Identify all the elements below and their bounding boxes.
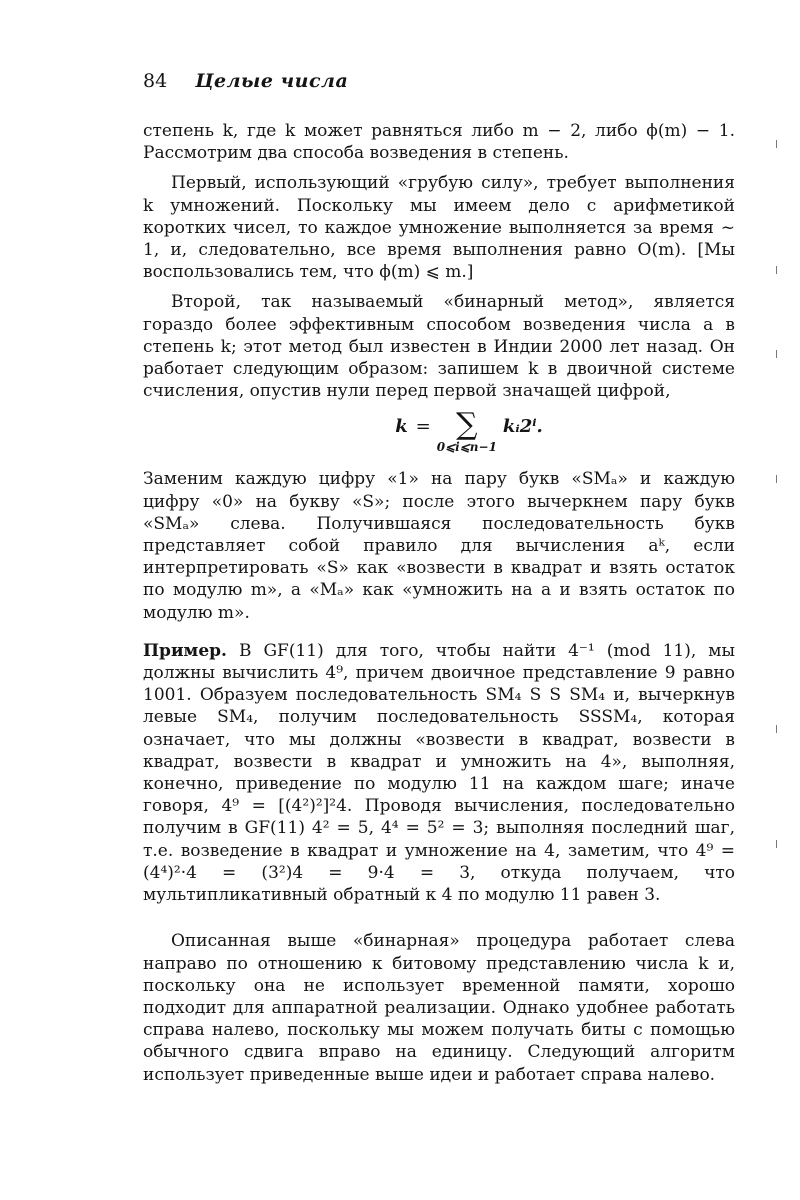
book-page <box>143 70 735 1086</box>
formula-equals: = <box>415 416 431 438</box>
page-header <box>143 70 735 96</box>
scan-mark <box>776 266 777 274</box>
running-title: Целые числа <box>195 70 349 92</box>
formula-term: kᵢ2ⁱ. <box>502 416 543 438</box>
summation <box>436 407 497 455</box>
formula-lhs: k <box>395 416 408 438</box>
scan-mark <box>776 475 777 483</box>
binary-expansion-formula <box>203 407 735 460</box>
scan-mark <box>776 840 777 848</box>
paragraph-replacement-rule: Заменим каждую цифру «1» на пару букв «SMₐ» и каждую цифру «0» на букву «S»; после этого вычеркнем пару букв «SMₐ» слева. Получившаяся последовательность букв представляет собой правило для вычисления aᵏ, если интерпретировать «S» как «возвести в квадрат и взять остаток по модулю m», а «Mₐ» как «умножить на a и взять остаток по модулю m». <box>143 469 735 623</box>
paragraph-right-to-left: Описанная выше «бинарная» процедура работает слева направо по отношению к битовому представлению числа k и, поскольку она не использует временной памяти, хорошо подходит для аппаратной реализации. Однако удобнее работать справа налево, поскольку мы можем получать биты с помощью обычного сдвига вправо на единицу. Следующий алгоритм использует приведенные выше идеи и работает справа налево. <box>143 931 735 1085</box>
scan-mark <box>776 140 777 148</box>
summation-range: 0⩽i⩽n−1 <box>436 440 497 455</box>
paragraph-exponent-intro: степень k, где k может равняться либо m − 2, либо ϕ(m) − 1. Рассмотрим два способа возведения в степень. <box>143 121 735 164</box>
paragraph-brute-force: Первый, использующий «грубую силу», требует выполнения k умножений. Поскольку мы имеем дело с арифметикой коротких чисел, то каждое умножение выполняется за время ~ 1, и, следовательно, все время выполнения равно O(m). [Мы воспользовались тем, что ϕ(m) ⩽ m.] <box>143 173 735 283</box>
scan-mark <box>776 350 777 358</box>
example-label: Пример. <box>143 640 227 661</box>
paragraph-binary-method: Второй, так называемый «бинарный метод», является гораздо более эффективным способом возведения числа a в степень k; этот метод был известен в Индии 2000 лет назад. Он работает следующим образом: запишем k в двоичной системе счисления, опустив нули перед первой значащей цифрой, <box>143 292 735 402</box>
sigma-symbol: ∑ <box>456 407 478 443</box>
paragraph-example <box>143 640 735 906</box>
page-number: 84 <box>143 70 168 92</box>
margin-scan-marks <box>776 140 782 880</box>
scan-mark <box>776 725 777 733</box>
example-text: В GF(11) для того, чтобы найти 4⁻¹ (mod 11), мы должны вычислить 4⁹, причем двоичное представление 9 равно 1001. Образуем последовательность SM₄ S S SM₄ и, вычеркнув левые SM₄, получим последовательность SSSM₄, которая означает, что мы должны «возвести в квадрат, возвести в квадрат, возвести в квадрат и умножить на 4», выполняя, конечно, приведение по модулю 11 на каждом шаге; иначе говоря, 4⁹ = [(4²)²]²4. Проводя вычисления, последовательно получим в GF(11) 4² = 5, 4⁴ = 5² = 3; выполняя последний шаг, т.е. возведение в квадрат и умножение на 4, заметим, что 4⁹ = (4⁴)²·4 = (3²)4 = 9·4 = 3, откуда получаем, что мультипликативный обратный к 4 по модулю 11 равен 3. <box>143 640 735 906</box>
